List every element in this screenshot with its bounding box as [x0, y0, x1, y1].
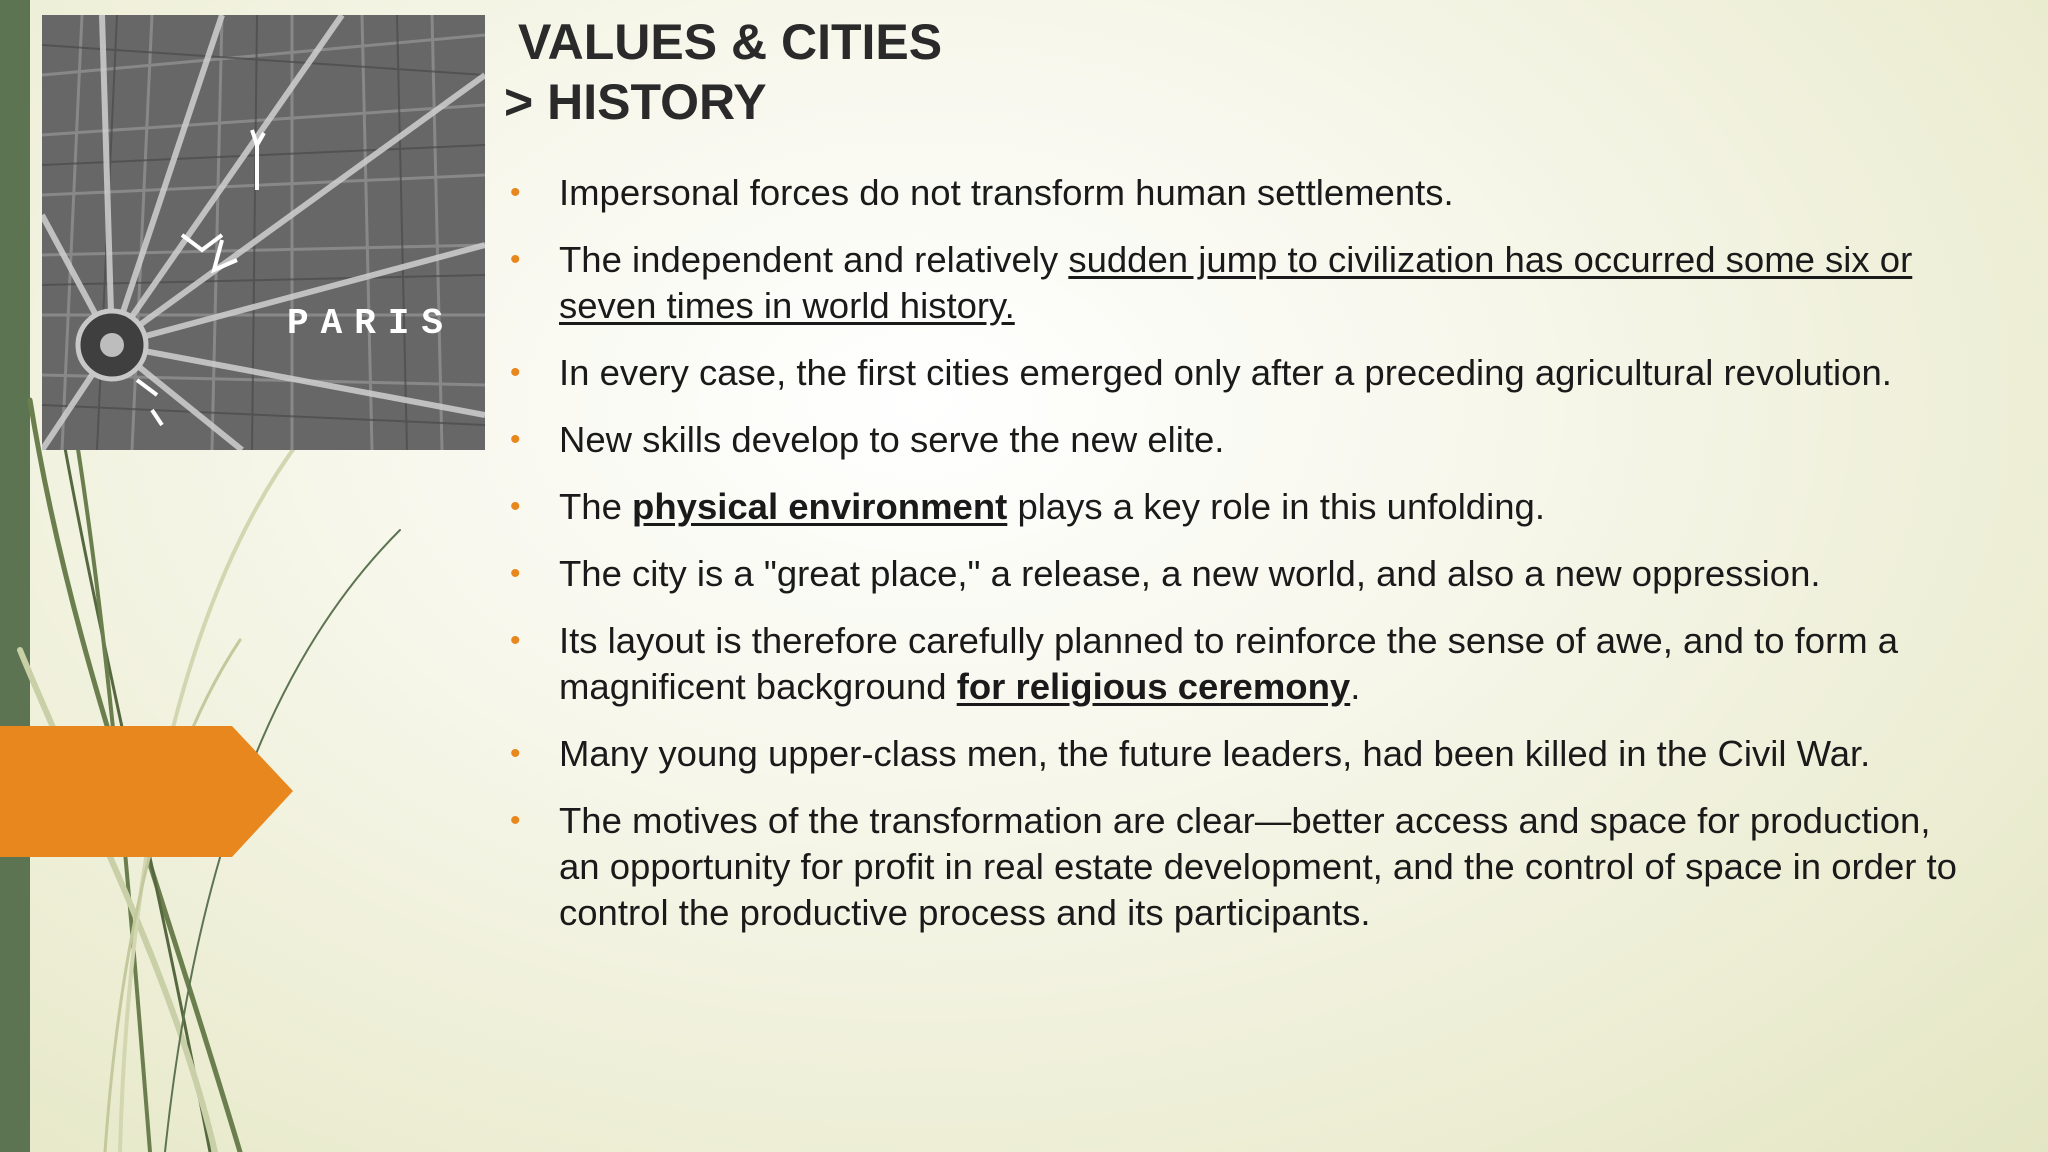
aerial-city-photo: [42, 15, 485, 450]
bullet-dot-icon: •: [510, 176, 521, 209]
bullet-emphasis-text: for religious ceremony: [956, 666, 1351, 707]
bullet-dot-icon: •: [510, 557, 521, 590]
slide-title: [504, 12, 942, 132]
bullet-text: Impersonal forces do not transform human settlements.: [559, 172, 1454, 213]
slide-title-line-2: > HISTORY: [504, 74, 767, 130]
bullet-emphasis-text: physical environment: [632, 486, 1008, 527]
bullet-dot-icon: •: [510, 624, 521, 657]
bullet-item: [510, 417, 1960, 463]
bullet-item: [510, 618, 1960, 710]
orange-arrow-shape: [0, 726, 293, 857]
bullet-text: The: [559, 486, 633, 527]
title-block: [504, 12, 942, 132]
slide-title-line-1: VALUES & CITIES: [518, 14, 943, 70]
bullet-emphasis-text: sudden jump to civilization has occurred some six or seven times in world history.: [559, 239, 1913, 326]
aerial-photo-text: PARIS: [287, 303, 456, 344]
bullet-text: New skills develop to serve the new elite.: [559, 419, 1225, 460]
bullet-dot-icon: •: [510, 243, 521, 276]
bullet-text: The city is a "great place," a release, a new world, and also a new oppression.: [559, 553, 1821, 594]
bullet-item: [510, 484, 1960, 530]
bullet-item: [510, 170, 1960, 216]
bullet-item: [510, 551, 1960, 597]
bullet-dot-icon: •: [510, 804, 521, 837]
bullet-text: Its layout is therefore carefully planned to reinforce the sense of awe, and to form a magnificent background: [559, 620, 1899, 707]
bullet-list: [510, 170, 1960, 957]
bullet-text: The independent and relatively: [559, 239, 1069, 280]
bullet-dot-icon: •: [510, 737, 521, 770]
bullet-dot-icon: •: [510, 356, 521, 389]
bullet-dot-icon: •: [510, 490, 521, 523]
bullet-item: [510, 350, 1960, 396]
bullet-text: Many young upper-class men, the future leaders, had been killed in the Civil War.: [559, 733, 1871, 774]
bullet-item: [510, 798, 1960, 936]
bullet-text: plays a key role in this unfolding.: [1007, 486, 1545, 527]
bullet-text: .: [1350, 666, 1361, 707]
bullet-text: The motives of the transformation are clear—better access and space for production, an opportunity for profit in real estate development, and the control of space in order to control the productive process and its participants.: [559, 800, 1957, 933]
bullet-text: In every case, the first cities emerged only after a preceding agricultural revolution.: [559, 352, 1892, 393]
bullet-dot-icon: •: [510, 423, 521, 456]
bullet-item: [510, 731, 1960, 777]
bullet-item: [510, 237, 1960, 329]
